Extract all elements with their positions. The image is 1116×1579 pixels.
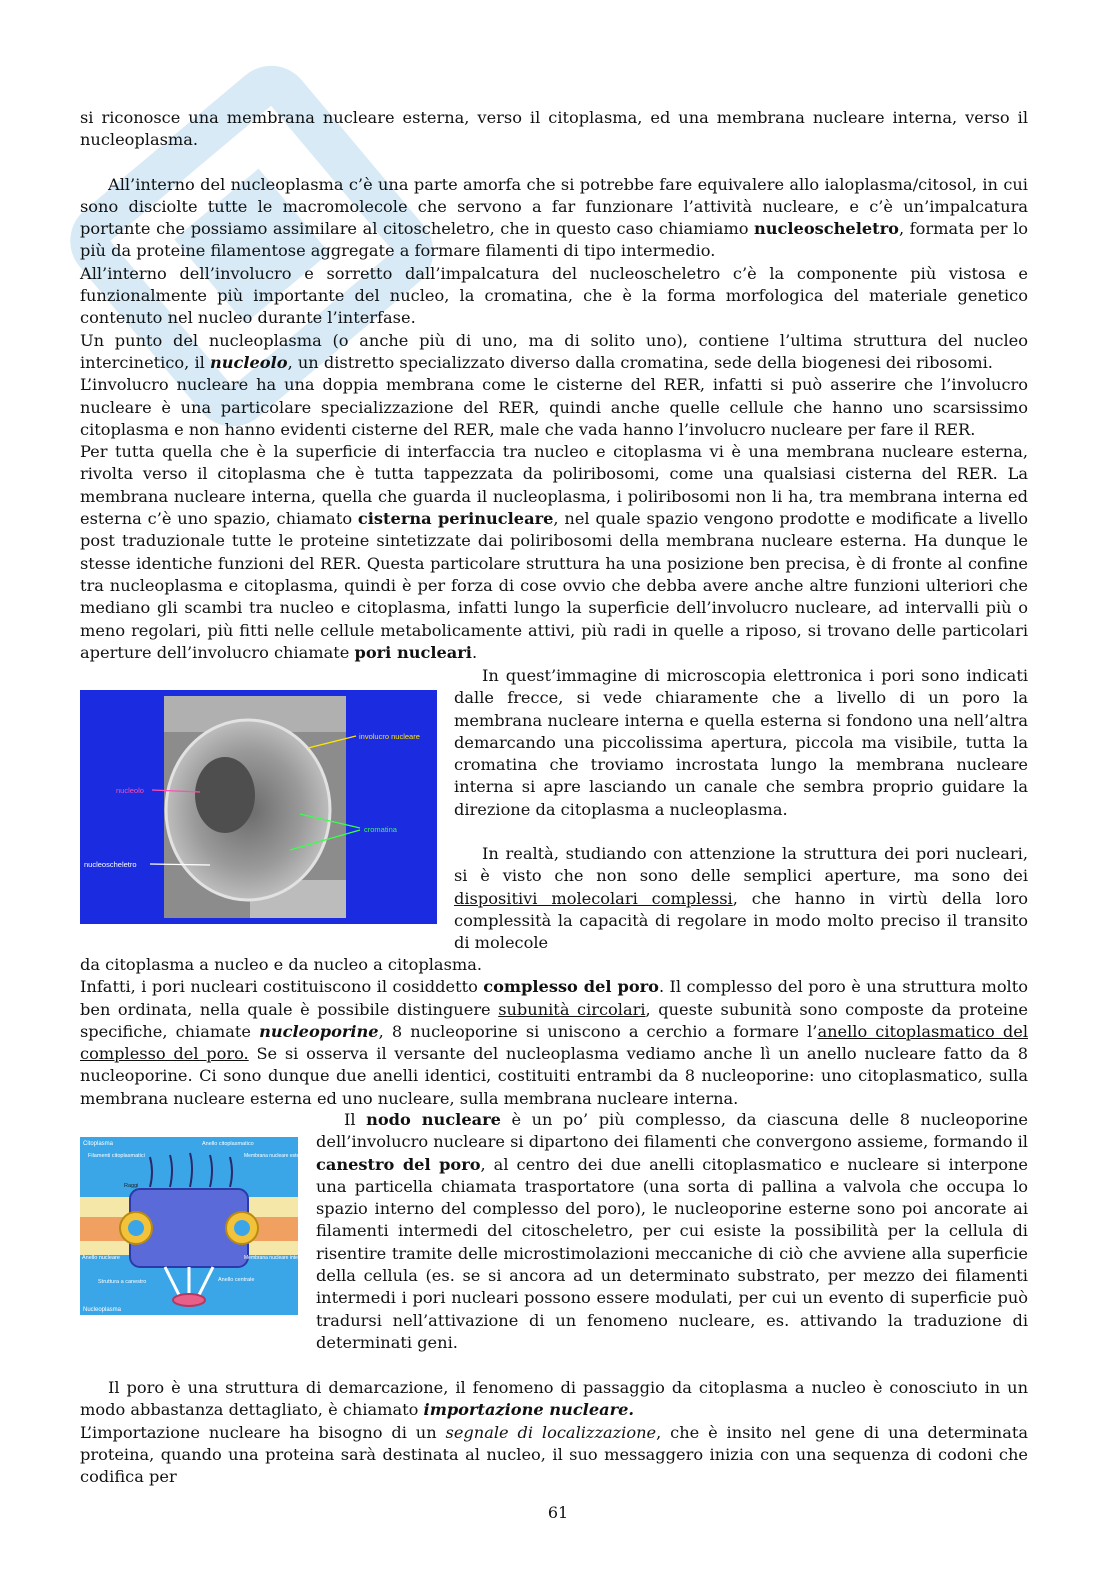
- main-text-middle: [80, 954, 1028, 1110]
- paragraph-nucleoscheletro: All’interno del nucleoplasma c’è una parte amorfa che si potrebbe fare equivalere allo ialoplasma/citosol, in cui sono disciolte tutte le macromolecole che servono a far funzionare l’attività nucleare, e c’è un’impalcatura portante che possiamo assimilare al citoscheletro, che in questo caso chiamiamo nucleoscheletro, formata per lo più da proteine filamentose aggregate a formare filamenti di tipo intermedio.: [80, 174, 1028, 261]
- diagram-label-nucleoplasma: Nucleoplasma: [83, 1307, 122, 1313]
- diagram-label-anello-centrale: Anello centrale: [218, 1277, 255, 1283]
- paragraph-nucleolo: Un punto del nucleoplasma (o anche più di uno, ma di solito uno), contiene l’ultima struttura del nucleo intercinetico, il nucleolo, un distretto specializzato diverso dalla cromatina, sede della biogenesi dei ribosomi.: [80, 330, 1028, 372]
- nuclear-pore-diagram: [80, 1137, 307, 1315]
- text-beside-figure1: [454, 665, 1028, 955]
- text-beside-figure2: [316, 1109, 1028, 1354]
- paragraph-cromatina: All’interno dell’involucro e sorretto dall’impalcatura del nucleoscheletro c’è la componente più vistosa e funzionalmente più importante del nucleo, la cromatina, che è la forma morfologica del materiale genetico contenuto nel nucleo durante l’interfase.: [80, 263, 1028, 328]
- label-cromatina: cromatina: [364, 825, 397, 834]
- paragraph-importazione: Il poro è una struttura di demarcazione, il fenomeno di passaggio da citoplasma a nucleo è conosciuto in un modo abbastanza dettagliato, è chiamato importazione nucleare.: [80, 1378, 1028, 1420]
- paragraph-em-description: In quest’immagine di microscopia elettronica i pori sono indicati dalle frecce, si vede chiaramente che a livello di un poro la membrana nucleare interna e quella esterna si fondono una nell’altra demarcando una piccolissima apertura, piccola ma visibile, tutta la cromatina che troviamo incrostata lungo la membrana nucleare interna si apre lasciando un canale che sembra proprio guidare la direzione da citoplasma a nucleoplasma.: [454, 666, 1028, 819]
- page-number: 61: [547, 1503, 569, 1522]
- paragraph-intro: si riconosce una membrana nucleare esterna, verso il citoplasma, ed una membrana nucleare interna, verso il nucleoplasma.: [80, 108, 1028, 150]
- diagram-label-filamenti: Filamenti citoplasmatici: [88, 1153, 145, 1159]
- paragraph-nodo-nucleare: Il nodo nucleare è un po’ più complesso, da ciascuna delle 8 nucleoporine dell’involucro nucleare si dipartono dei filamenti che convergono assieme, formando il canestro del poro, al centro dei due anelli citoplasmatico e nucleare si interpone una particella chiamata trasportatore (una sorta di pallina a valvola che occupa lo spazio interno del complesso del poro), le nucleoporine esterne sono poi ancorate ai filamenti intermedi del citoscheletro, per cui esiste la possibilità per la cellula di risentire tramite delle microstimolazioni meccaniche di ciò che avviene alla superficie della cellula (es. se si ancora ad un determinato substrato, per mezzo dei filamenti intermedi i pori nucleari possono essere modulati, per cui un evento di superficie può tradursi nell’attivazione di un fenomeno nucleare, es. attivando la traduzione di determinati geni.: [316, 1110, 1028, 1352]
- label-involucro: involucro nucleare: [359, 732, 420, 741]
- paragraph-pori-complessi: In realtà, studiando con attenzione la struttura dei pori nucleari, si è visto che non sono delle semplici aperture, ma sono dei dispositivi molecolari complessi, che hanno in virtù della loro complessità la capacità di regolare in modo molto preciso il transito di molecole: [454, 844, 1028, 953]
- diagram-label-struttura: Struttura a canestro: [98, 1279, 147, 1285]
- electron-micrograph-figure: [80, 690, 437, 924]
- paragraph-segnale: L’importazione nucleare ha bisogno di un segnale di localizzazione, che è insito nel gene di una determinata proteina, quando una proteina sarà destinata al nucleo, il suo messaggero inizia con una sequenza di codoni che codifica per: [80, 1422, 1029, 1487]
- paragraph-involucro: L’involucro nucleare ha una doppia membrana come le cisterne del RER, infatti si può asserire che l’involucro nucleare è una particolare specializzazione del RER, quindi anche quelle cellule che hanno uno scarsissimo citoplasma e non hanno evidenti cisterne del RER, male che vada hanno l’involucro nucleare per fare il RER.: [80, 375, 1028, 439]
- diagram-label-anello-citoplasmatico: Anello citoplasmatico: [202, 1141, 254, 1147]
- label-nucleolo: nucleolo: [116, 786, 144, 795]
- paragraph-cisterna: Per tutta quella che è la superficie di interfaccia tra nucleo e citoplasma vi è una membrana nucleare esterna, rivolta verso il citoplasma che è tutta tappezzata da poliribosomi, come una qualsiasi cisterna del RER. La membrana nucleare interna, quella che guarda il nucleoplasma, i poliribosomi non li ha, tra membrana interna ed esterna c’è uno spazio, chiamato cisterna perinucleare, nel quale spazio vengono prodotte e modificate a livello post traduzionale tutte le proteine sintetizzate dai poliribosomi della membrana nucleare esterna. Ha dunque le stesse identiche funzioni del RER. Questa particolare struttura ha una posizione ben precisa, è di fronte al confine tra nucleoplasma e citoplasma, quindi è per forza di cose ovvio che debba avere anche altre funzioni ulteriori che mediano gli scambi tra nucleo e citoplasma, infatti lungo la superficie dell’involucro nucleare, ad intervalli più o meno regolari, più fitti nelle cellule metabolicamente attivi, più radi in quelle a riposo, si trovano delle particolari aperture dell’involucro chiamate pori nucleari.: [80, 442, 1028, 662]
- diagram-label-membrana-esterna: Membrana nucleare esterna: [244, 1153, 307, 1159]
- main-text-bottom: [80, 1377, 1028, 1488]
- diagram-label-membrana-interna: Membrana nucleare interna: [244, 1255, 306, 1261]
- diagram-label-anello-nucleare: Anello nucleare: [82, 1255, 120, 1261]
- paragraph-continuation: da citoplasma a nucleo e da nucleo a citoplasma.: [80, 955, 483, 974]
- paragraph-complesso-poro: Infatti, i pori nucleari costituiscono il cosiddetto complesso del poro. Il complesso del poro è una struttura molto ben ordinata, nella quale è possibile distinguere subunità circolari, queste subunità sono composte da proteine specifiche, chiamate nucleoporine, 8 nucleoporine si uniscono a cerchio a formare l’anello citoplasmatico del complesso del poro. Se si osserva il versante del nucleoplasma vediamo anche lì un anello nucleare fatto da 8 nucleoporine. Ci sono dunque due anelli identici, costituiti entrambi da 8 nucleoporine: uno citoplasmatico, sulla membrana nucleare esterna ed uno nucleare, sulla membrana nucleare interna.: [80, 977, 1028, 1108]
- main-text-top: [80, 107, 1028, 664]
- label-nucleoscheletro: nucleoscheletro: [84, 860, 137, 869]
- diagram-label-raggi: Raggi: [124, 1183, 139, 1189]
- diagram-label-citoplasma: Citoplasma: [83, 1141, 114, 1147]
